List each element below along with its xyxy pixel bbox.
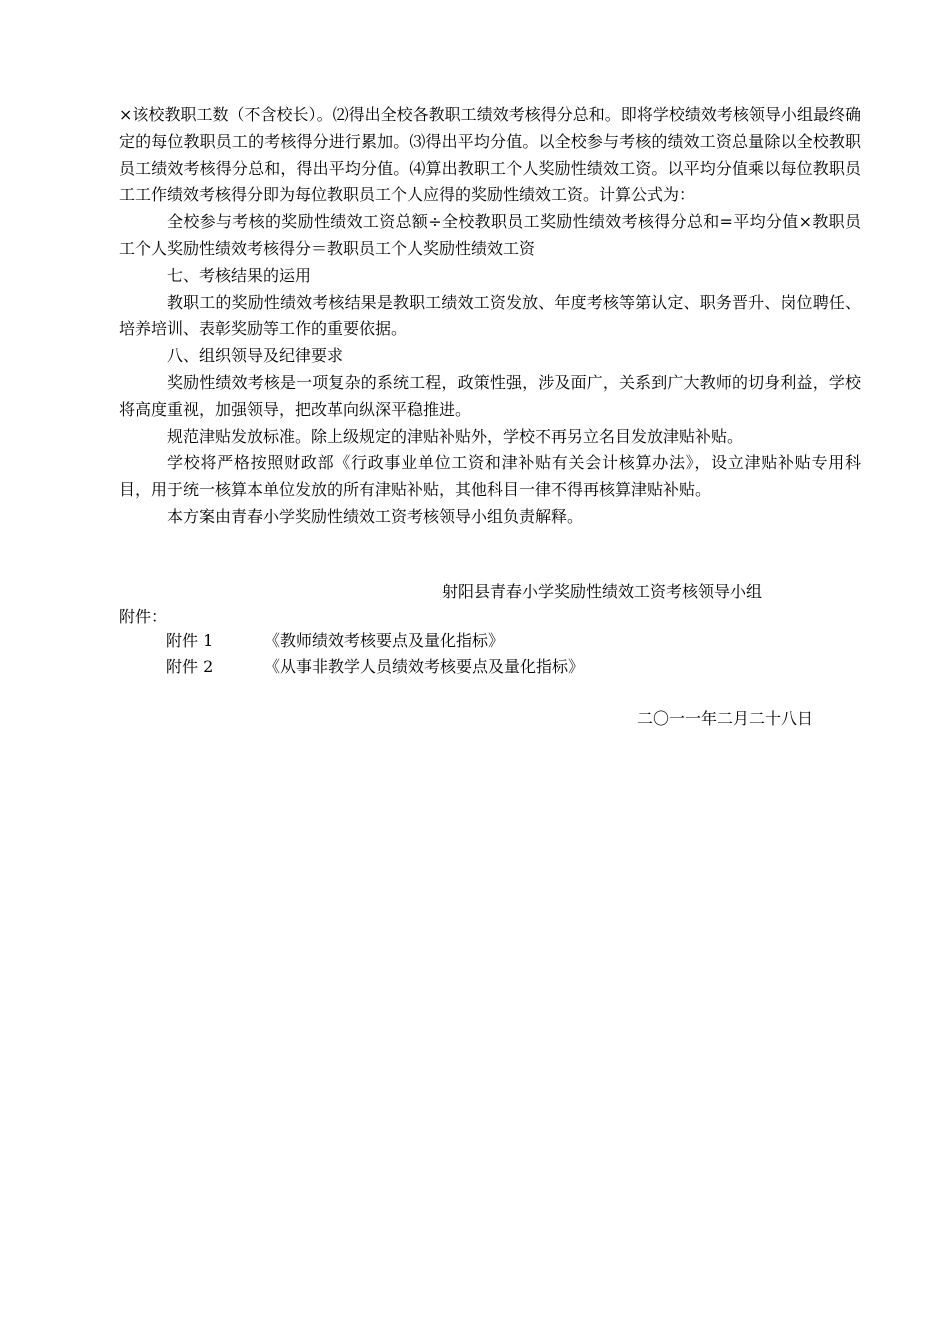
section-heading-8: 八、组织领导及纪律要求 [167, 346, 344, 366]
section-heading-7: 七、考核结果的运用 [167, 265, 312, 285]
paragraph-calculation-steps: ×该校教职工数（不含校长）。⑵得出全校各教职工绩效考核得分总和。即将学校绩效考核领导小组最终确定的每位教职员工的考核得分进行累加。⑶得出平均分值。以全校参与考核的绩效工资总量除以全校教职员工绩效考核得分总和，得出平均分值。⑷算出教职工个人奖励性绩效工资。以平均分值乘以每位教职员工工作绩效考核得分即为每位教职员工个人应得的奖励性绩效工资。计算公式为： [119, 105, 861, 205]
attachment-item [166, 655, 584, 679]
paragraph-formula: 全校参与考核的奖励性绩效工资总额÷全校教职员工奖励性绩效考核得分总和=平均分值×教职员工个人奖励性绩效考核得分＝教职员工个人奖励性绩效工资 [119, 212, 861, 258]
attachment-number: 附件 1 [166, 631, 214, 650]
paragraph-allowance-standard: 规范津贴发放标准。除上级规定的津贴补贴外，学校不再另立名目发放津贴补贴。 [167, 426, 744, 446]
document-date: 二〇一一年二月二十八日 [637, 709, 814, 728]
attachment-item [166, 629, 504, 653]
paragraph-interpretation: 本方案由青春小学奖励性绩效工资考核领导小组负责解释。 [167, 506, 584, 526]
attachments-label: 附件： [119, 607, 168, 626]
paragraph-results-usage: 教职工的奖励性绩效考核结果是教职工绩效工资发放、年度考核等第认定、职务晋升、岗位聘任、培养培训、表彰奖励等工作的重要依据。 [119, 292, 861, 339]
attachment-title: 《从事非教学人员绩效考核要点及量化指标》 [264, 657, 585, 676]
attachment-number: 附件 2 [166, 657, 214, 676]
paragraph-accounting-rules: 学校将严格按照财政部《行政事业单位工资和津补贴有关会计核算办法》，设立津贴补贴专用科目，用于统一核算本单位发放的所有津贴补贴，其他科目一律不得再核算津贴补贴。 [119, 453, 861, 500]
document-body [119, 102, 861, 531]
attachment-title: 《教师绩效考核要点及量化指标》 [264, 631, 505, 650]
signature-line: 射阳县青春小学奖励性绩效工资考核领导小组 [442, 582, 763, 601]
paragraph-leadership: 奖励性绩效考核是一项复杂的系统工程，政策性强，涉及面广，关系到广大教师的切身利益，学校将高度重视，加强领导，把改革向纵深平稳推进。 [119, 372, 861, 419]
